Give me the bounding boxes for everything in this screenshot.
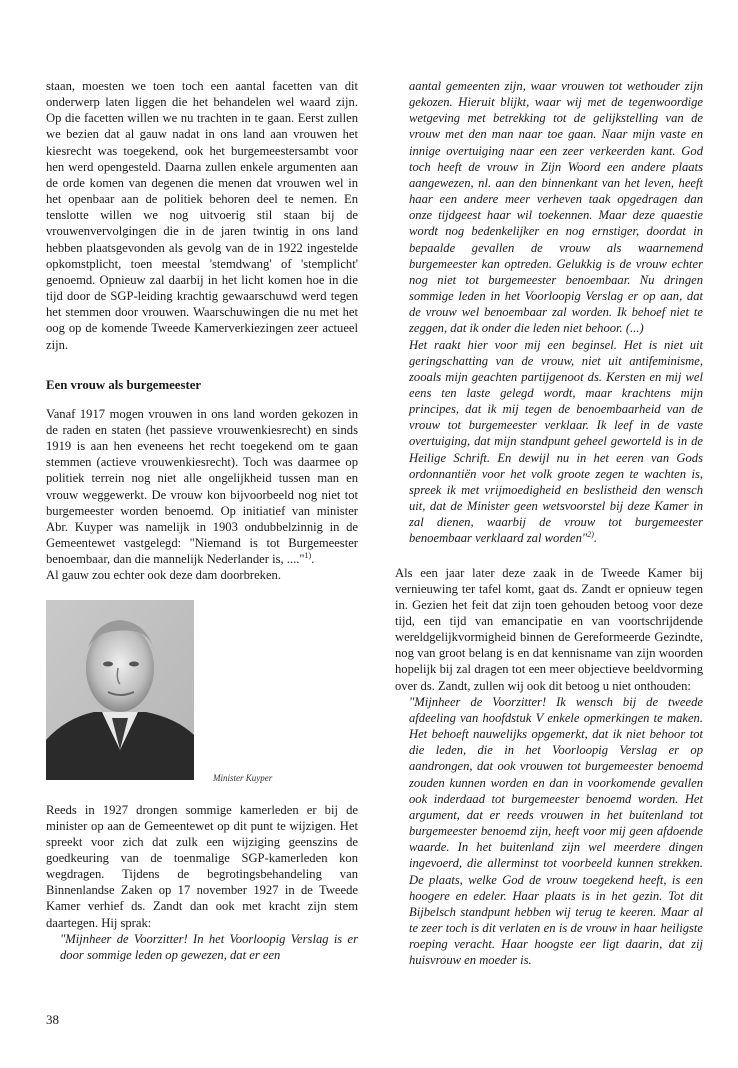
section-heading: Een vrouw als burgemeester xyxy=(46,377,202,392)
paragraph-1927: Reeds in 1927 drongen sommige kamerleden er bij de minister op aan de Gemeentewet op dit punt te wijzigen. Het spreekt voor zich dat zulk een wijziging geenszins de goedkeuring van de toenmalige SGP-kamerleden kon wegdragen. Tijdens de begrotingsbehandeling van Binnenlandse Zaken op 17 november 1927 in de Tweede Kamer verhief ds. Zandt dan ook met kracht zijn stem daartegen. Hij sprak: xyxy=(46,802,358,930)
left-column xyxy=(46,78,358,963)
right-column xyxy=(395,78,703,968)
paragraph-dam: Al gauw zou echter ook deze dam doorbreken. xyxy=(46,568,281,583)
portrait-photo xyxy=(46,600,194,780)
footnote-ref-2: 2) xyxy=(587,530,594,540)
quote-continued: aantal gemeenten zijn, waar vrouwen tot wethouder zijn gekozen. Hieruit blijkt, waar wij met de tegenwoordige wetgeving met betrekking tot de gelijkstelling van de vrouw met den man naar toe gaan. Naar mijn vaste en innige overtuiging naar een zeer verkeerden kant. God toch heeft de vrouw in Zijn Woord een andere plaats aangewezen, nl. aan den binnenkant van het leven, heeft haar een andere meer verheven taak opgedragen dan onze tijdgeest haar wil toekennen. Maar deze quaestie wordt nog bedenkelijker en nog ernstiger, doordat in bepaalde gevallen de vrouw als waarnemend burgemeester kan optreden. Gelukkig is de vrouw echter nog niet tot burgemeester benoembaar. Nu dringen sommige leden in het Voorloopig Verslag er op aan, dat de vrouw wel benoembaar zal worden. Ik behoef niet te zeggen, dat ik onder die leden niet behoor. (...) xyxy=(409,79,703,336)
paragraph-year-later: Als een jaar later deze zaak in de Tweede Kamer bij vernieuwing ter tafel komt, gaat ds. Zandt er opnieuw tegen in. Gezien het feit dat zijn toen gehouden betoog voor deze tijd, een tijd van emancipatie en van voortschrijdende wereldgelijkvormigheid binnen de Gereformeerde Gezindte, nog van groot belang is en dat kennisname van zijn woorden hopelijk bij zal dragen tot een meer objectieve beeldvorming over ds. Zandt, zullen wij ook dit betoog u niet onthouden: xyxy=(395,565,703,693)
footnote-ref-1: 1) xyxy=(304,551,312,561)
quote-principle: Het raakt hier voor mij een beginsel. Het is niet uit geringschatting van de vrouw, niet uit antifeminisme, zooals mijn geachten partijgenoot ds. Kersten en mij wel eens ten laste gelegd wordt, maar krachtens mijn principes, dat ik mij tegen de benoembaarheid van de vrouw tot burgemeester verklaar. Ik leef in de vaste overtuiging, dat mijn standpunt geheel geworteld is in de Heilige Schrift. En dewijl nu in het eeren van Gods ordonnantiën voor het volk groote zegen te wachten is, spreek ik met vrijmoedigheid en beslistheid den wensch uit, dat de Minister geen wetsvoorstel bij deze Kamer in zal dienen, waarbij de vrouw tot burgemeester benoembaar verklaard zal worden"$^{2)}$. xyxy=(409,337,703,546)
quote-second-speech: "Mijnheer de Voorzitter! Ik wensch bij de tweede afdeeling van hoofdstuk V enkele opmerkingen te maken. Het behoeft nauwelijks opgemerkt, dat ik niet behoor tot die leden, die in het Voorloopig Verslag er op aandrongen, dat ook vrouwen tot burgemeester benoemd zouden kunnen worden en dan in voorkomende gevallen ook inderdaad tot burgemeester benoemd worden. Het argument, dat er reeds vrouwen in het buitenland tot burgemeester benoemd zijn, heeft voor mij geen afdoende waarde. In het buitenland zijn wel meerdere dingen ingevoerd, die allerminst tot voorbeeld kunnen strekken. De plaats, welke God de vrouw toegekend heeft, is een hoogere en edeler. Haar plaats is in het gezin. Tot dit Bijbelsch standpunt hebben wij terug te keeren. Maar al te zeer toch is dit verlaten en is de vrouw in haar heiligste roeping veracht. Haar hoogste eer ligt daarin, dat zij huisvrouw en moeder is. xyxy=(409,694,703,968)
page-number: 38 xyxy=(46,1012,59,1027)
paragraph-vrouwenkiesrecht: Vanaf 1917 mogen vrouwen in ons land worden gekozen in de raden en staten (het passieve vrouwenkiesrecht) en sinds 1919 is aan hen eveneens het recht toegekend om te gaan stemmen (actieve vrouwenkiesrecht). Toch was daarmee op politiek terrein nog niet alle ongelijkheid tussen man en vrouw weggewerkt. De vrouw kon bijvoorbeeld nog niet tot burgemeester worden benoemd. Op initiatief van minister Abr. Kuyper was namelijk in 1903 ondubbelzinnig in de Gemeentewet vastgelegd: "Niemand is tot Burgemeester benoembaar, dan die mannelijk Nederlander is, ...."$^{1)}$. xyxy=(46,406,358,567)
quote-start: "Mijnheer de Voorzitter! In het Voorloopig Verslag is er door sommige leden op gewezen, dat er een xyxy=(60,931,358,962)
intro-paragraph: staan, moesten we toen toch een aantal facetten van dit onderwerp laten liggen die het behandelen wel waard zijn. Op die facetten willen we nu trachten in te gaan. Eerst zullen we bezien dat al gauw nadat in ons land aan vrouwen het kiesrecht was toegekend, ook het burgemeestersambt voor hen werd opengesteld. Daarna zullen enkele argumenten aan de orde komen van degenen die menen dat vrouwen wel in het openbaar aan de politiek behoren deel te nemen. En tenslotte willen we nog uitvoerig stil staan bij de vrouwenvervolgingen die in de jaren twintig in ons land hebben plaatsgevonden als gevolg van de in 1922 ingestelde opkomstplicht, toen meestal 'stemdwang' of 'stemplicht' genoemd. Opnieuw zal daarbij in het licht komen hoe in die tijd door de SGP-leiding krachtig gewaarschuwd werd tegen het stemmen door vrouwen. Waarschuwingen die nu met het oog op de komende Tweede Kamerverkiezingen zeer actueel zijn. xyxy=(46,79,358,352)
photo-caption: Minister Kuyper xyxy=(213,772,273,783)
photo-block xyxy=(46,600,358,802)
